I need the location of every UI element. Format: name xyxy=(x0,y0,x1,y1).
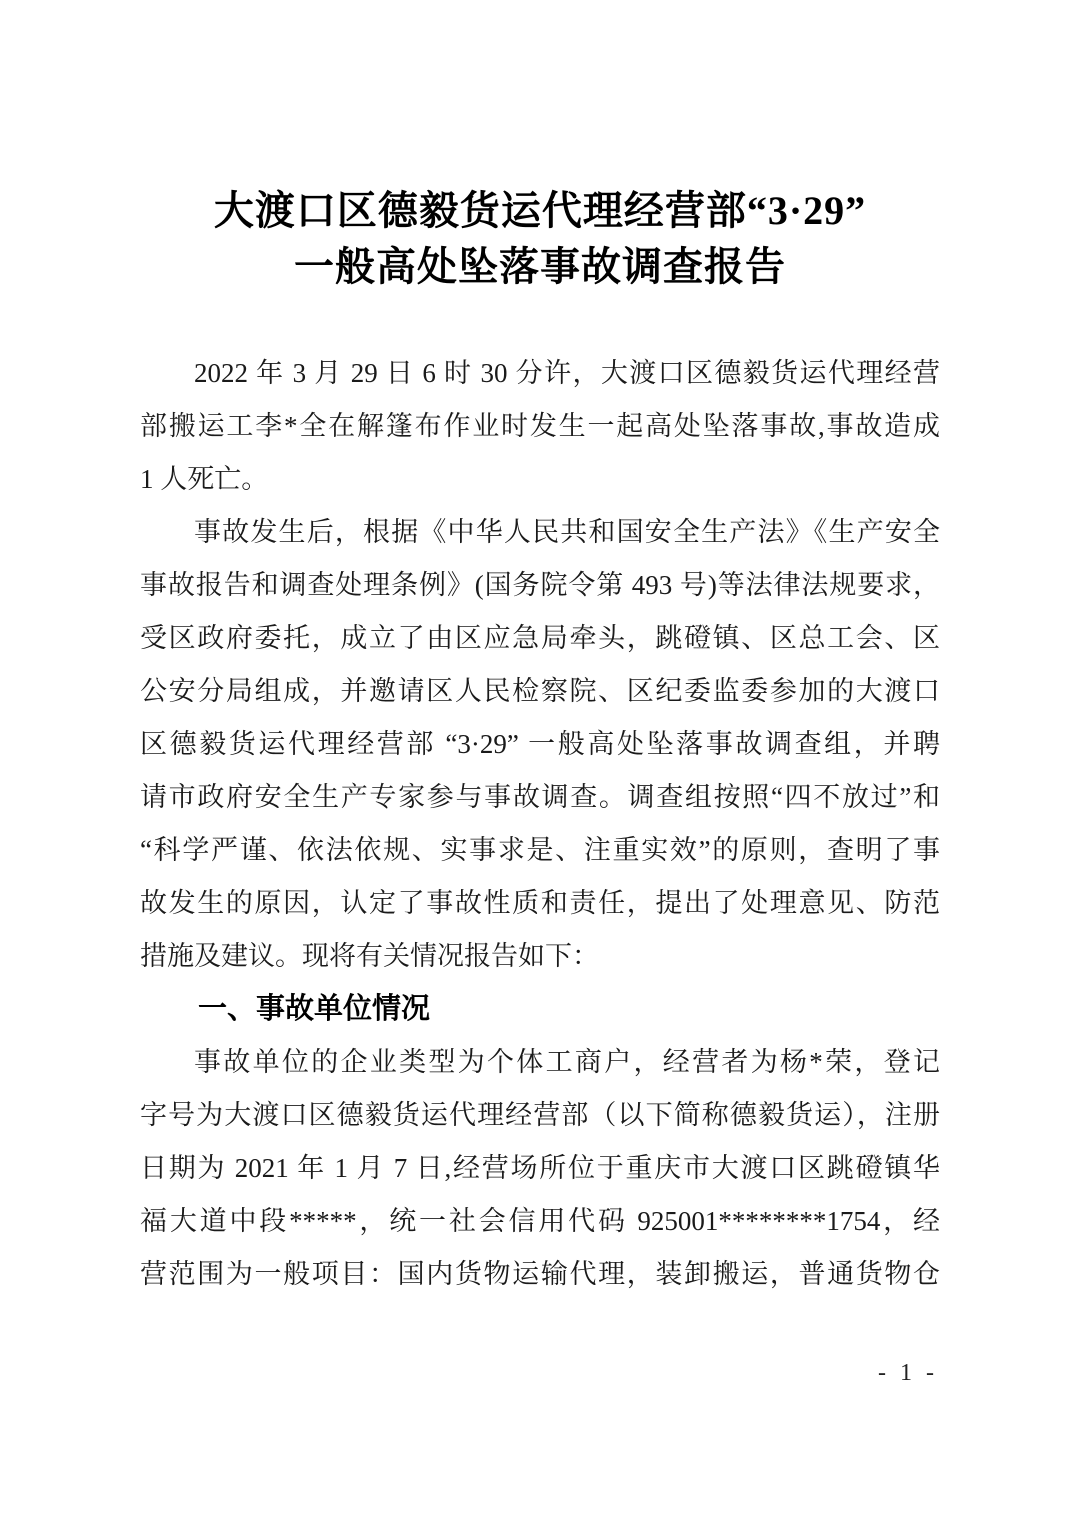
paragraph-2-line-1: 事故发生后，根据《中华人民共和国安全生产法》《生产安全 xyxy=(194,517,940,547)
document-body xyxy=(140,347,940,1301)
paragraph-3-line-4: 福大道中段*****，统一社会信用代码 925001********1754，经 xyxy=(140,1206,940,1236)
section-1-heading: 一、事故单位情况 xyxy=(198,993,431,1025)
paragraph-2-line-6: 请市政府安全生产专家参与事故调查。调查组按照“四不放过”和 xyxy=(140,782,940,812)
paragraph-2-line-3: 受区政府委托，成立了由区应急局牵头，跳磴镇、区总工会、区 xyxy=(140,623,940,653)
paragraph-1-line-1: 2022 年 3 月 29 日 6 时 30 分许，大渡口区德毅货运代理经营 xyxy=(194,358,940,388)
paragraph-3-line-3: 日期为 2021 年 1 月 7 日,经营场所位于重庆市大渡口区跳磴镇华 xyxy=(140,1153,940,1183)
paragraph-2-line-5: 区德毅货运代理经营部 “3·29” 一般高处坠落事故调查组，并聘 xyxy=(140,729,940,759)
title-line-2: 一般高处坠落事故调查报告 xyxy=(294,244,786,289)
paragraph-1-line-2: 部搬运工李*全在解篷布作业时发生一起高处坠落事故,事故造成 xyxy=(140,411,940,441)
paragraph-3-line-2: 字号为大渡口区德毅货运代理经营部（以下简称德毅货运），注册 xyxy=(140,1100,940,1130)
paragraph-3-line-5: 营范围为一般项目：国内货物运输代理，装卸搬运，普通货物仓 xyxy=(140,1259,940,1289)
document-title xyxy=(140,183,940,295)
paragraph-2-line-7: “科学严谨、依法依规、实事求是、注重实效”的原则，查明了事 xyxy=(140,835,940,865)
paragraph-2-line-2: 事故报告和调查处理条例》(国务院令第 493 号)等法律法规要求， xyxy=(140,570,940,600)
paragraph-2-line-9: 措施及建议。现将有关情况报告如下： xyxy=(140,941,599,971)
document-content xyxy=(140,0,940,1301)
paragraph-3-line-1: 事故单位的企业类型为个体工商户，经营者为杨*荣，登记 xyxy=(194,1047,940,1077)
paragraph-2-line-8: 故发生的原因，认定了事故性质和责任，提出了处理意见、防范 xyxy=(140,888,940,918)
paragraph-2-line-4: 公安分局组成，并邀请区人民检察院、区纪委监委参加的大渡口 xyxy=(140,676,940,706)
title-line-1: 大渡口区德毅货运代理经营部“3·29” xyxy=(213,188,867,233)
paragraph-1-line-3: 1 人死亡。 xyxy=(140,464,269,494)
page-number: - 1 - xyxy=(878,1360,938,1386)
